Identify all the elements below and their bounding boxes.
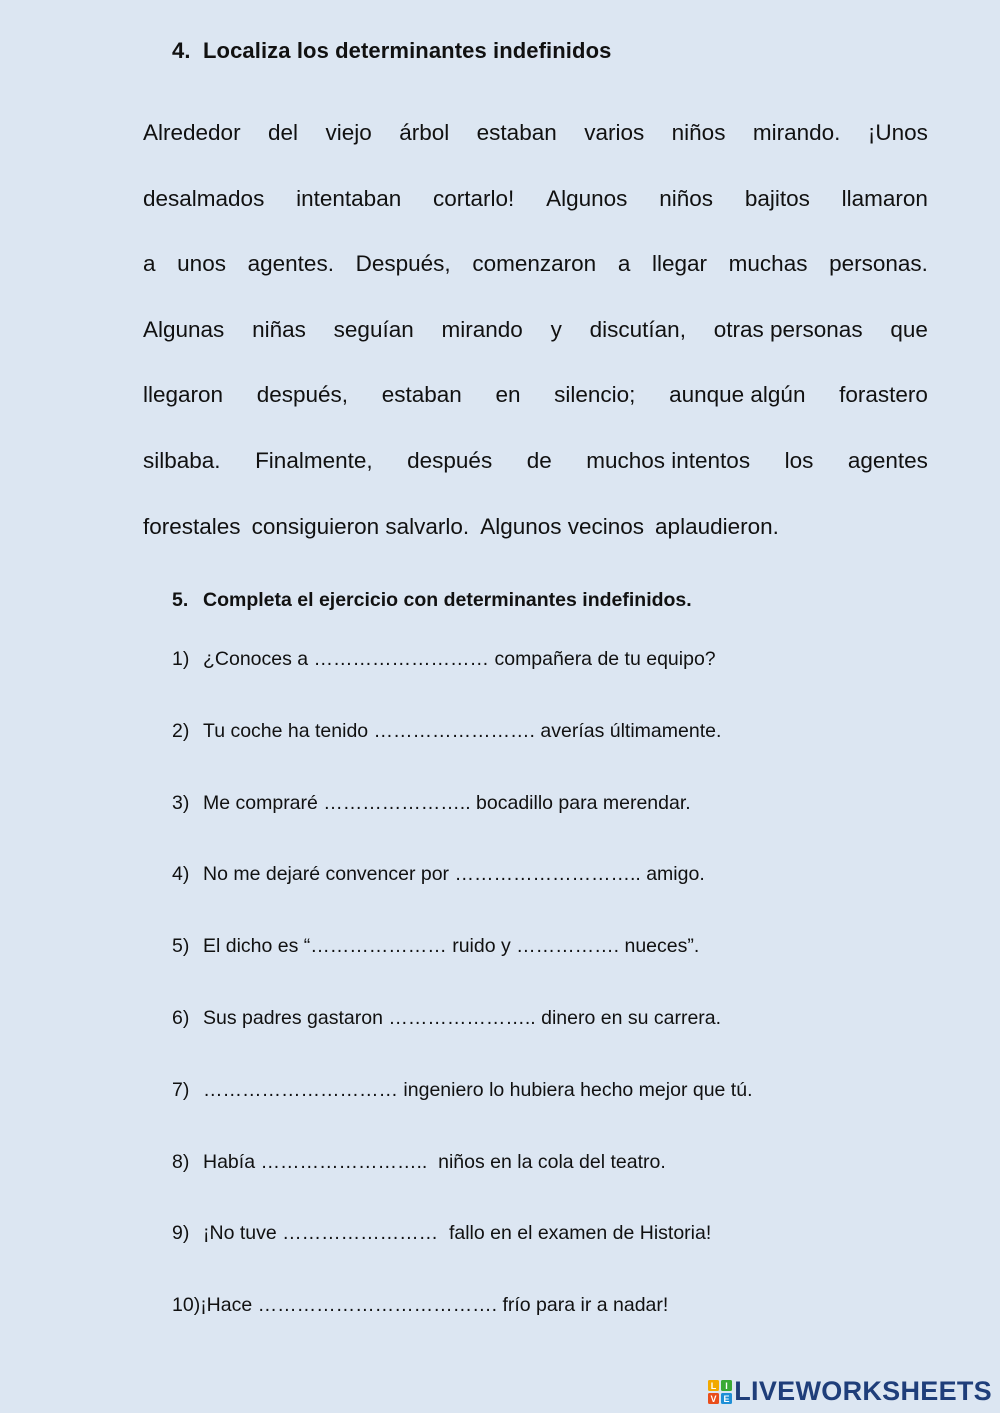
paragraph-word: forestales: [143, 513, 241, 539]
paragraph-line: [143, 494, 928, 560]
paragraph-word: forastero: [839, 382, 928, 408]
exercise-text[interactable]: No me dejaré convencer por ……………………….. amigo.: [203, 863, 705, 886]
paragraph-word: llegar: [651, 251, 708, 277]
paragraph-word: en: [495, 382, 521, 408]
paragraph-word: niñas: [252, 316, 306, 342]
svg-text:E: E: [723, 1393, 730, 1404]
paragraph-word: silencio;: [554, 382, 636, 408]
paragraph-word: Finalmente,: [255, 447, 373, 473]
paragraph-word: intentaban: [296, 185, 402, 211]
paragraph-word: agentes: [847, 447, 928, 473]
paragraph-word: Después,: [355, 251, 451, 277]
paragraph-word: después: [407, 447, 493, 473]
svg-text:L: L: [711, 1380, 717, 1391]
paragraph-word: seguían: [333, 316, 414, 342]
exercise-number: 4): [172, 863, 190, 886]
paragraph-word: aplaudieron.: [655, 513, 779, 539]
paragraph-word: niños: [671, 120, 726, 145]
paragraph-word: mirando: [441, 316, 523, 342]
exercise-text[interactable]: El dicho es “………………… ruido y ……………. nueces”.: [203, 935, 700, 958]
section-5-number: 5.: [172, 589, 189, 611]
paragraph-word: desalmados: [143, 185, 265, 211]
paragraph-word: comenzaron: [472, 251, 597, 277]
paragraph-word: estaban: [381, 382, 462, 408]
exercise-text[interactable]: Había …………………….. niños en la cola del teatro.: [203, 1150, 666, 1173]
paragraph-word: de: [526, 447, 552, 473]
paragraph-word: a: [143, 251, 156, 277]
paragraph-word: viejo: [325, 120, 372, 145]
paragraph-word: ¡Unos: [867, 120, 928, 145]
paragraph-line: [143, 231, 928, 297]
paragraph-word: que: [890, 316, 928, 342]
exercise-item: [172, 1289, 753, 1361]
section-5-title: Completa el ejercicio con determinantes indefinidos.: [203, 589, 692, 611]
paragraph-word: cortarlo!: [433, 185, 515, 211]
section-4-number: 4.: [172, 38, 191, 63]
paragraph-line: [143, 297, 928, 363]
paragraph-word: consiguieron salvarlo.: [251, 513, 470, 539]
liveworksheets-logo-icon: [708, 1380, 732, 1404]
exercise-item: [172, 787, 753, 859]
exercise-item: [172, 858, 753, 930]
exercise-number: 9): [172, 1222, 190, 1245]
paragraph-word: silbaba.: [143, 447, 221, 473]
section-5-heading: [172, 589, 692, 612]
paragraph-word: Algunos: [546, 185, 628, 211]
paragraph-word: después,: [256, 382, 349, 408]
paragraph-word: muchas: [728, 251, 808, 277]
paragraph-line: [143, 100, 928, 166]
paragraph-word: a: [617, 251, 631, 277]
exercise-number: 5): [172, 935, 190, 958]
exercise-text[interactable]: ¿Conoces a ……………………… compañera de tu equipo?: [203, 648, 716, 670]
paragraph-word: discutían,: [589, 316, 686, 342]
svg-text:V: V: [710, 1393, 717, 1404]
paragraph-word: muchos intentos: [586, 447, 751, 473]
paragraph-word: Algunos vecinos: [480, 513, 645, 539]
paragraph-word: bajitos: [744, 185, 810, 211]
paragraph-word: del: [268, 120, 299, 145]
paragraph-word: unos: [177, 251, 226, 277]
exercise-item: [172, 1217, 753, 1289]
paragraph-word: varios: [584, 120, 645, 145]
exercise-item: [172, 715, 753, 787]
paragraph-word: y: [550, 316, 562, 342]
paragraph-word: mirando.: [752, 120, 841, 145]
paragraph-word: Algunas: [143, 316, 225, 342]
paragraph-word: Alrededor: [143, 120, 241, 145]
paragraph-word: llegaron: [143, 382, 224, 408]
exercise-text[interactable]: ………………………… ingeniero lo hubiera hecho mejor que tú.: [203, 1078, 753, 1101]
exercise-text[interactable]: Sus padres gastaron ………………….. dinero en su carrera.: [203, 1006, 722, 1029]
section-4-title: Localiza los determinantes indefinidos: [203, 38, 612, 63]
exercise-item: [172, 643, 753, 715]
exercise-text[interactable]: ¡Hace ………………………………. frío para ir a nadar!: [200, 1294, 669, 1317]
exercise-text[interactable]: Tu coche ha tenido ……………………. averías últimamente.: [203, 719, 722, 742]
exercise-list: [172, 643, 753, 1361]
exercise-number: 1): [172, 648, 190, 670]
exercise-item: [172, 1002, 753, 1074]
paragraph-word: aunque algún: [669, 382, 806, 408]
exercise-number: 8): [172, 1150, 190, 1173]
paragraph-word: niños: [659, 185, 714, 211]
paragraph-word: otras personas: [713, 316, 863, 342]
paragraph-word: los: [784, 447, 814, 473]
paragraph-line: [143, 166, 928, 232]
exercise-item: [172, 930, 753, 1002]
liveworksheets-logo: [708, 1376, 992, 1407]
exercise-item: [172, 1074, 753, 1146]
exercise-text[interactable]: ¡No tuve …………………… fallo en el examen de Historia!: [203, 1222, 712, 1245]
exercise-number: 3): [172, 791, 190, 814]
paragraph-word: personas.: [829, 251, 928, 277]
paragraph-word: llamaron: [841, 185, 928, 211]
paragraph-line: [143, 362, 928, 428]
paragraph-word: agentes.: [247, 251, 334, 277]
paragraph-word: estaban: [476, 120, 557, 145]
exercise-number: 10): [172, 1294, 201, 1317]
exercise-number: 6): [172, 1006, 190, 1029]
exercise-text[interactable]: Me compraré ………………….. bocadillo para merendar.: [203, 791, 691, 814]
section-4-paragraph: [143, 100, 928, 559]
exercise-number: 2): [172, 719, 190, 742]
svg-text:I: I: [725, 1380, 729, 1391]
exercise-number: 7): [172, 1078, 190, 1101]
liveworksheets-logo-text: LIVEWORKSHEETS: [734, 1376, 992, 1406]
exercise-item: [172, 1146, 753, 1218]
section-4-heading: [172, 38, 611, 64]
paragraph-line: [143, 428, 928, 494]
paragraph-word: árbol: [399, 120, 450, 145]
